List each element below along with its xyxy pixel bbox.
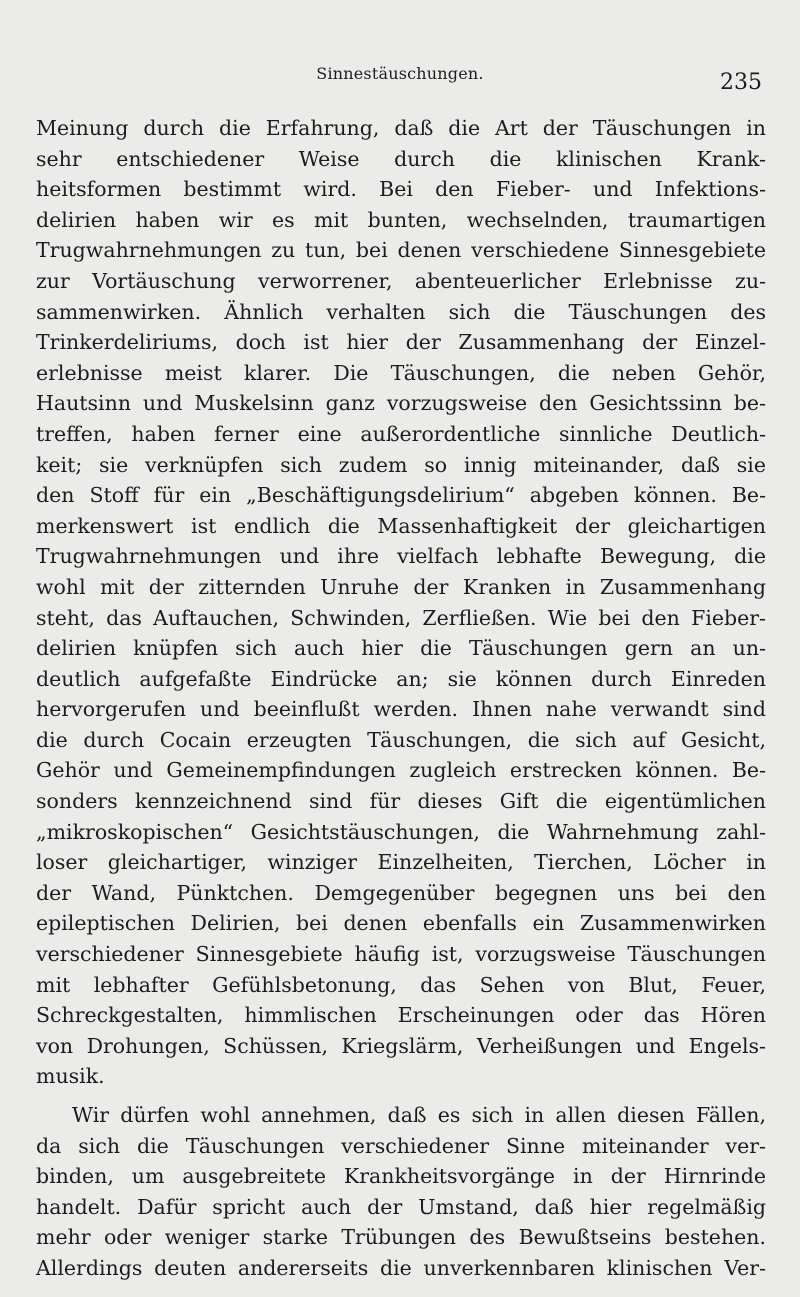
text-line: sammenwirken. Ähnlich verhalten sich die Täuschungen des	[36, 299, 766, 324]
text-line: steht, das Auftauchen, Schwinden, Zerfließen. Wie bei den Fieber-	[36, 605, 766, 630]
text-line: mehr oder weniger starke Trübungen des Bewußtseins bestehen.	[36, 1225, 766, 1250]
text-line: handelt. Dafür spricht auch der Umstand, daß hier regelmäßig	[36, 1194, 766, 1219]
text-line: verschiedener Sinnesgebiete häufig ist, vorzugsweise Täuschungen	[36, 942, 766, 967]
text-line: Allerdings deuten andererseits die unverkennbaren klinischen Ver-	[36, 1255, 766, 1280]
text-line: erlebnisse meist klarer. Die Täuschungen, die neben Gehör,	[36, 360, 766, 385]
text-line: binden, um ausgebreitete Krankheitsvorgänge in der Hirnrinde	[36, 1164, 766, 1189]
text-line: wohl mit der zitternden Unruhe der Kranken in Zusammenhang	[36, 574, 766, 599]
text-line: hervorgerufen und beeinflußt werden. Ihnen nahe verwandt sind	[36, 697, 766, 722]
text-line: der Wand, Pünktchen. Demgegenüber begegnen uns bei den	[36, 880, 766, 905]
text-line: Trugwahrnehmungen zu tun, bei denen verschiedene Sinnesgebiete	[36, 238, 766, 263]
text-line: Wir dürfen wohl annehmen, daß es sich in allen diesen Fällen,	[72, 1103, 766, 1127]
text-line: Gehör und Gemeinempfindungen zugleich erstrecken können. Be-	[36, 758, 766, 783]
paragraph-2	[36, 1100, 766, 1284]
body-text	[36, 113, 766, 1284]
text-line: den Stoff für ein „Beschäftigungsdelirium“ abgeben können. Be-	[36, 483, 766, 508]
text-line: Trugwahrnehmungen und ihre vielfach lebhafte Bewegung, die	[36, 544, 766, 569]
page-number: 235	[720, 70, 762, 95]
text-line: da sich die Täuschungen verschiedener Sinne miteinander ver-	[36, 1133, 766, 1158]
text-line: „mikroskopischen“ Gesichtstäuschungen, die Wahrnehmung zahl-	[36, 819, 766, 844]
text-line: mit lebhafter Gefühlsbetonung, das Sehen von Blut, Feuer,	[36, 972, 766, 997]
text-line: loser gleichartiger, winziger Einzelheiten, Tierchen, Löcher in	[36, 850, 766, 875]
text-line: deutlich aufgefaßte Eindrücke an; sie können durch Einreden	[36, 666, 766, 691]
text-line: sonders kennzeichnend sind für dieses Gift die eigentümlichen	[36, 789, 766, 814]
text-line: von Drohungen, Schüssen, Kriegslärm, Verheißungen und Engels-	[36, 1033, 766, 1058]
text-line: Schreckgestalten, himmlischen Erscheinungen oder das Hören	[36, 1003, 766, 1028]
running-title: Sinnestäuschungen.	[316, 64, 484, 83]
text-line: merkenswert ist endlich die Massenhaftigkeit der gleichartigen	[36, 513, 766, 538]
text-line: musik.	[36, 1064, 105, 1089]
text-line: epileptischen Delirien, bei denen ebenfalls ein Zusammenwirken	[36, 911, 766, 936]
text-line: Meinung durch die Erfahrung, daß die Art der Täuschungen in	[36, 116, 766, 140]
text-line: delirien knüpfen sich auch hier die Täuschungen gern an un-	[36, 636, 766, 661]
text-line: delirien haben wir es mit bunten, wechselnden, traumartigen	[36, 207, 766, 232]
text-line: keit; sie verknüpfen sich zudem so innig miteinander, daß sie	[36, 452, 766, 477]
text-line: heitsformen bestimmt wird. Bei den Fieber- und Infektions-	[36, 177, 766, 202]
text-line: sehr entschiedener Weise durch die klinischen Krank-	[36, 146, 766, 171]
text-line: Hautsinn und Muskelsinn ganz vorzugsweise den Gesichtssinn be-	[36, 391, 766, 416]
text-line: Trinkerdeliriums, doch ist hier der Zusammenhang der Einzel-	[36, 330, 766, 355]
paragraph-1	[36, 113, 766, 1092]
text-line: die durch Cocain erzeugten Täuschungen, die sich auf Gesicht,	[36, 727, 766, 752]
text-line: zur Vortäuschung verworrener, abenteuerlicher Erlebnisse zu-	[36, 268, 766, 293]
text-line: treffen, haben ferner eine außerordentliche sinnliche Deutlich-	[36, 421, 766, 446]
